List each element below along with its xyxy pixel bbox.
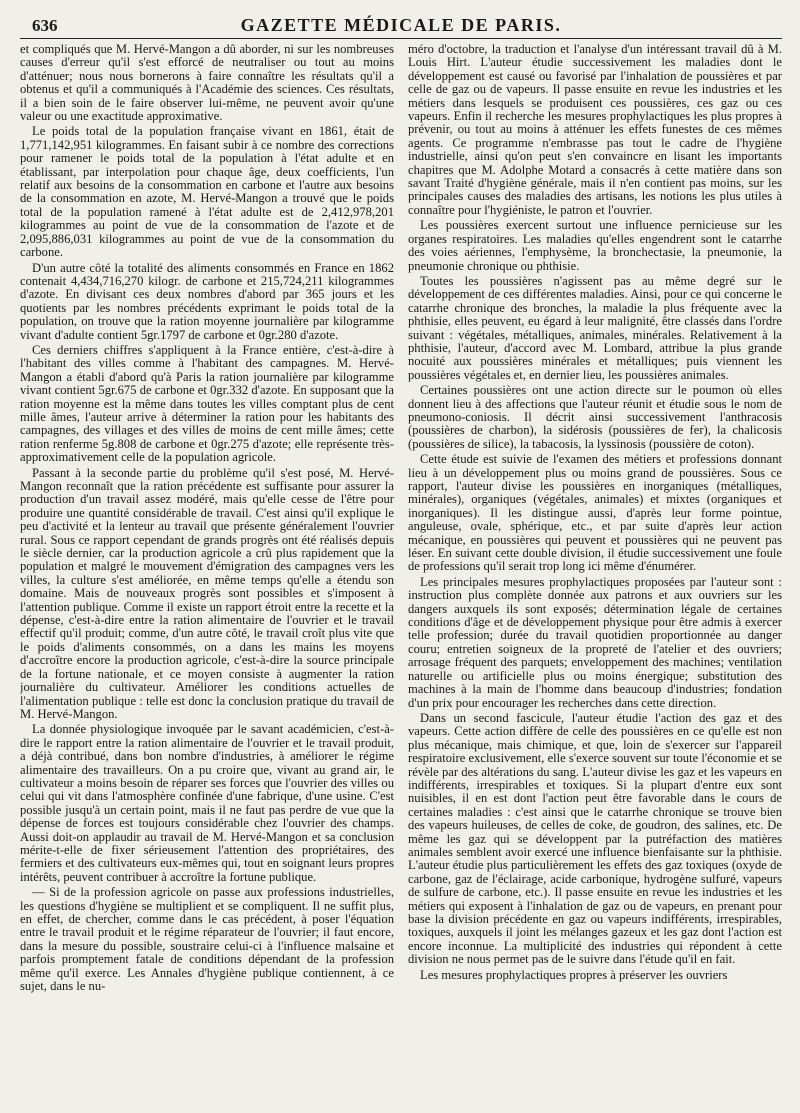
- paragraph: La donnée physiologique invoquée par le savant académicien, c'est-à-dire le rapport entre la ration alimentaire de l'ouvrier et le travail produit, a déjà contribué, dans bon nombre d'industries, à améliorer le régime alimentaire des travailleurs. On a pu croire que, vivant au grand air, le cultivateur a moins besoin de réparer ses forces que l'ouvrier des villes ou celui qui vit dans l'atmosphère confinée d'une fabrique, d'une usine. C'est possible jusqu'à un certain point, mais il ne faut pas perdre de vue que la dépense de forces est toujours considérable chez l'ouvrier des champs. Aussi doit-on applaudir au travail de M. Hervé-Mangon et sa conclusion mérite-t-elle de fixer sérieusement l'attention des propriétaires, des fermiers et des cultivateurs eux-mêmes qui, tout en soignant leurs propres intérêts, peuvent contribuer à accroître la fortune publique.: [20, 722, 394, 884]
- page-number: 636: [32, 16, 58, 35]
- paragraph: D'un autre côté la totalité des aliments consommés en France en 1862 contenait 4,434,716,270 kilogr. de carbone et 215,724,211 kilogrammes d'azote. En divisant ces deux nombres d'abord par 365 jours et les quotients par les nombres précédents exprimant le poids total de la population, on trouve que la ration moyenne journalière par kilogramme vivant d'adulte contient 5gr.1797 de carbone et 0gr.280 d'azote.: [20, 260, 394, 342]
- paragraph: méro d'octobre, la traduction et l'analyse d'un intéressant travail dû à M. Louis Hirt. L'auteur étudie successivement les maladies dont le développement est causé ou favorisé par l'inhalation de poussières et par celle de gaz ou de vapeurs. Il passe ensuite en revue les industries et les métiers dans lesquels se produisent ces poussières, ces gaz ou ces vapeurs. Enfin il recherche les mesures prophylactiques les plus propres à prévenir, ou tout au moins à atténuer les effets funestes de ces mêmes agents. Ce programme n'embrasse pas tout le cadre de l'hygiène industrielle, ainsi qu'on peut s'en convaincre en lisant les importants chapitres que M. Adolphe Motard a consacrés à cette matière dans son savant Traité d'hygiène générale, mais il n'en contient pas moins, sur les principales causes des maladies des artisans, les notions les plus utiles à connaître pour l'hygiéniste, le patron et l'ouvrier.: [408, 43, 782, 217]
- paragraph: Le poids total de la population française vivant en 1861, était de 1,771,142,951 kilogrammes. En faisant subir à ce nombre des corrections pour ramener le poids total de la population à l'état adulte et en établissant, par interpolation pour chaque âge, deux coefficients, l'un relatif aux besoins de la consommation en carbone et l'autre aux besoins de la consommation en azote, M. Hervé-Mangon a trouvé que le poids total de la population ramené à l'état adulte est de 2,412,978,201 kilogrammes au point de vue de la consommation de l'azote et de 2,095,886,031 kilogrammes au point de vue de la consommation du carbone.: [20, 124, 394, 260]
- paragraph: Toutes les poussières n'agissent pas au même degré sur le développement de ces différentes maladies. Ainsi, pour ce qui concerne le catarrhe chronique des bronches, la maladie la plus fréquente avec la phthisie, elles peuvent, eu égard à leur malignité, être classés dans l'ordre suivant : végétales, métalliques, animales, minérales. Relativement à la phthisie, l'auteur, d'accord avec M. Lombard, attribue la plus grande nocuité aux poussières minérales et métalliques; puis viennent les poussières végétales et, en dernier lieu, les poussières animales.: [408, 273, 782, 382]
- paragraph: Les principales mesures prophylactiques proposées par l'auteur sont : instruction plus complète donnée aux patrons et aux ouvriers sur les dangers auxquels ils sont exposés; détermination légale de certaines conditions d'âge et de développement physique pour être admis à exercer telle profession; durée du travail quotidien proportionnée au danger couru; entretien soigneux de la propreté de l'atelier et des ouvriers; arrosage fréquent des parquets; enveloppement des machines; ventilation naturelle ou artificielle plus ou moins énergique; substitution des machines à la main de l'homme dans beaucoup d'industries; fondation d'un prix pour encourager les recherches dans cette direction.: [408, 574, 782, 710]
- journal-title: GAZETTE MÉDICALE DE PARIS.: [240, 15, 562, 35]
- left-column: [20, 43, 394, 1113]
- paragraph: Passant à la seconde partie du problème qu'il s'est posé, M. Hervé-Mangon reconnaît que la ration précédente est suffisante pour assurer la production d'un travail assez modéré, mais qu'elle cesse de l'être pour produire une quantité considérable de travail. C'est ainsi qu'il explique le peu d'activité et la lenteur au travail que présente généralement l'ouvrier rural. Sous ce rapport cependant de grands progrès ont été réalisés depuis le siècle dernier, car la production agricole a crû plus rapidement que la population et malgré le mouvement d'émigration des campagnes vers les villes, la culture s'est améliorée, en même temps qu'elle a étendu son domaine. Mais de nouveaux progrès sont possibles et s'imposent à l'attention publique. Comme il existe un rapport étroit entre la recette et la dépense, c'est-à-dire entre la ration alimentaire de l'ouvrier et le travail effectif qu'il produit; comme, d'un autre côté, le travail croît plus vite que le poids d'aliments consommés, on a dans les mains les moyens d'accroître encore la production agricole, c'est-à-dire la source principale de la fortune nationale, et ce moyen consiste à augmenter la ration journalière du cultivateur. Améliorer les conditions actuelles de l'alimentation publique : telle est donc la conclusion pratique du travail de M. Hervé-Mangon.: [20, 465, 394, 721]
- right-column: [408, 43, 782, 1113]
- paragraph: Ces derniers chiffres s'appliquent à la France entière, c'est-à-dire à l'habitant des villes comme à l'habitant des campagnes. M. Hervé-Mangon a établi d'abord qu'à Paris la ration journalière par kilogramme vivant contient 5gr.675 de carbone et 0gr.332 d'azote. En supposant que la ration moyenne est la même dans toutes les villes comptant plus de cent mille âmes, l'auteur arrive à déterminer la ration pour les habitants des campagnes, des villages et des villes de moins de cent mille âmes; cette ration renferme 5g.808 de carbone et 0gr.275 d'azote; elle représente très-approximativement celle de la population agricole.: [20, 342, 394, 465]
- paragraph: — Si de la profession agricole on passe aux professions industrielles, les questions d'hygiène se multiplient et se compliquent. Il ne suffit plus, en effet, de chercher, comme dans le cas précédent, à poser l'équation entre le travail produit et le régime réparateur de l'ouvrier; il faut encore, dans la mesure du possible, soustraire celui-ci à l'influence malsaine et parfois promptement fatale de conditions dépendant de la profession même qu'il exerce. Les Annales d'hygiène publique contiennent, à ce sujet, dans le nu-: [20, 885, 394, 994]
- paragraph: et compliqués que M. Hervé-Mangon a dû aborder, ni sur les nombreuses causes d'erreur qu'il s'est efforcé de neutraliser ou tout au moins d'atténuer; nous nous bornerons à faire connaître les résultats qu'il a obtenus et qu'il a communiqués à l'Académie des sciences. Ces résultats, il a bien soin de le faire observer lui-même, ne peuvent avoir qu'une valeur ou une exactitude approximative.: [20, 43, 394, 124]
- paragraph: Dans un second fascicule, l'auteur étudie l'action des gaz et des vapeurs. Cette action diffère de celle des poussières en ce qu'elle est non plus mécanique, mais chimique, et que, loin de s'exercer sur l'appareil respiratoire exclusivement, elle s'exerce souvent sur toute l'économie et se révèle par des altérations du sang. L'auteur divise les gaz et les vapeurs en indifférents, irrespirables et toxiques. Si la plupart d'entre eux sont nuisibles, il en est dont l'action peut être favorable dans le cours de certaines maladies : c'est ainsi que le catarrhe chronique se trouve bien des vapeurs huileuses, de celles de coke, de goudron, des salines, etc. De même les gaz qui se développent par la putréfaction des matières animales semblent avoir exercé une influence bienfaisante sur la phthisie. L'auteur étudie plus particulièrement les effets des gaz toxiques (oxyde de carbone, gaz de l'éclairage, acide carbonique, hydrogène sulfuré, vapeurs de sulfure de carbone, etc.). Il passe ensuite en revue les industries et les métiers qui exposent à l'inhalation de gaz ou de vapeurs, en prenant pour base la division précédente en gaz ou vapeurs indifférents, irrespirables, toxiques, auxquels il joint les mélanges gazeux et les gaz dont l'action est encore inconnue. La multiplicité des industries qui répondent à cette division ne nous permet pas de le suivre dans l'étude qu'il en fait.: [408, 710, 782, 967]
- page-header: [20, 12, 782, 39]
- article-columns: [20, 43, 782, 1113]
- paragraph: Cette étude est suivie de l'examen des métiers et professions donnant lieu à un développement plus ou moins grand de poussières. Sous ce rapport, l'auteur divise les poussières en inorganiques (métalliques, minérales), organiques (végétales, animales) et mixtes (organiques et inorganiques). Il les distingue aussi, d'après leur forme pointue, anguleuse, ovale, sphérique, etc., et par suite d'après leur action mécanique, en poussières qui peuvent et poussières qui ne peuvent pas léser. En suivant cette double division, il étudie successivement une foule de professions qu'il serait trop long ici même d'énumérer.: [408, 452, 782, 574]
- paragraph: Certaines poussières ont une action directe sur le poumon où elles donnent lieu à des affections que l'auteur réunit et étudie sous le nom de pneumono-coniosis. Il décrit ainsi successivement l'anthracosis (poussières de charbon), la sidérosis (poussières de fer), la chalicosis (poussières de silice), la tabacosis, la lyssinosis (poussière de coton).: [408, 383, 782, 451]
- paragraph: Les poussières exercent surtout une influence pernicieuse sur les organes respiratoires. Les maladies qu'elles engendrent sont le catarrhe des voies aériennes, l'emphysème, la bronchectasie, la pneumonie, la pneumonie chronique ou phthisie.: [408, 218, 782, 273]
- paragraph: Les mesures prophylactiques propres à préserver les ouvriers: [420, 967, 728, 982]
